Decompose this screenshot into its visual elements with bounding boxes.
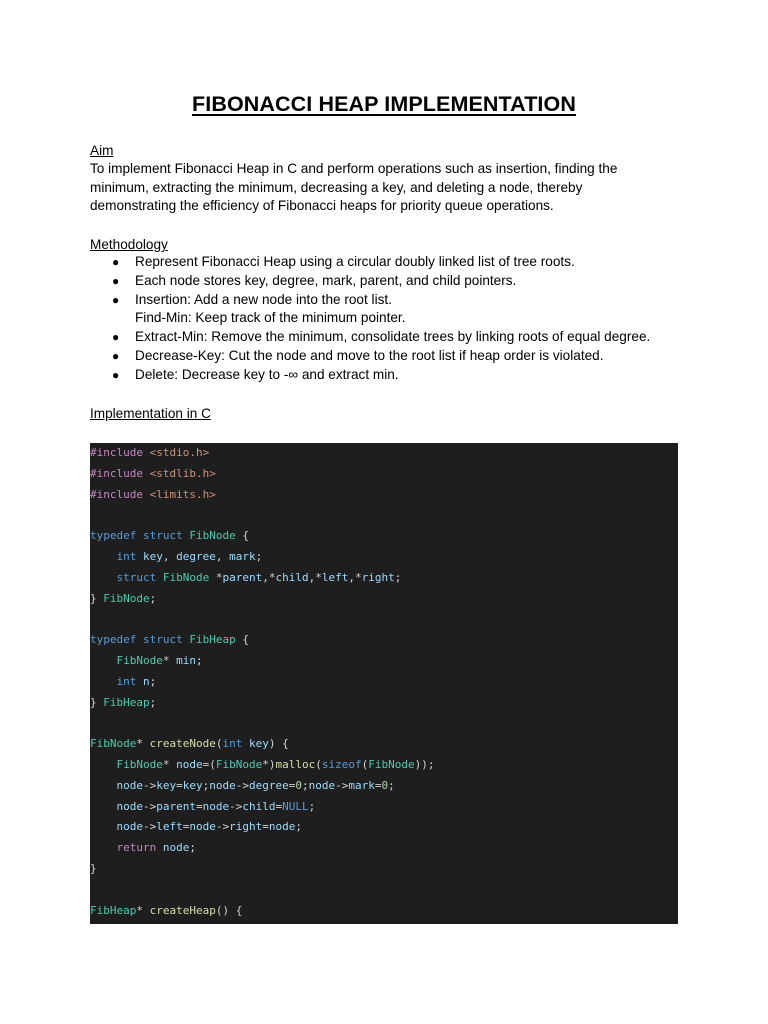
methodology-item-text: Extract-Min: Remove the minimum, consolidate trees by linking roots of equal degree. — [135, 329, 651, 345]
code-token: return — [116, 841, 163, 855]
code-token: FibHeap — [189, 633, 243, 647]
code-token — [90, 758, 117, 771]
code-token: ) { — [268, 737, 289, 751]
code-token: FibHeap — [90, 903, 137, 917]
code-token — [90, 800, 117, 813]
code-token: node — [308, 778, 336, 792]
code-line — [90, 776, 395, 797]
code-token: FibNode — [368, 758, 415, 771]
aim-heading: Aim — [90, 143, 114, 158]
code-token: child — [275, 570, 309, 584]
code-token: node — [162, 841, 190, 855]
methodology-item — [90, 347, 710, 366]
code-token: } — [90, 591, 104, 605]
code-token: , — [215, 550, 230, 563]
code-line — [90, 901, 242, 922]
code-line — [90, 693, 156, 714]
code-token: -> — [143, 820, 157, 834]
code-token: parent — [222, 570, 263, 584]
code-token: FibNode — [215, 758, 263, 771]
bullet-dot: ● — [112, 292, 120, 307]
code-token: } — [90, 862, 97, 875]
bullet-dot: ● — [112, 273, 120, 288]
code-token: FibNode — [103, 591, 150, 605]
code-token: FibNode — [90, 737, 137, 751]
code-token: FibNode — [189, 529, 243, 543]
methodology-item-text: Represent Fibonacci Heap using a circular doubly linked list of tree roots. — [135, 254, 575, 269]
code-token: ; — [308, 799, 316, 813]
code-token: -> — [143, 799, 157, 813]
code-token: = — [196, 799, 203, 813]
code-line — [90, 734, 289, 755]
code-token: ; — [149, 591, 157, 605]
code-token: n — [143, 674, 150, 688]
code-token: FibNode — [116, 654, 163, 667]
code-token: key — [143, 550, 163, 563]
code-token: * — [136, 903, 150, 917]
code-token: ( — [315, 758, 322, 771]
code-token: typedef — [90, 529, 143, 543]
code-token: malloc — [275, 758, 316, 771]
aim-paragraph — [90, 160, 690, 216]
code-token: = — [176, 778, 183, 792]
code-token: { — [242, 529, 249, 543]
code-token: ,* — [308, 570, 322, 584]
code-token: <stdio.h> — [149, 446, 210, 459]
code-token: #include — [90, 487, 150, 501]
code-token: struct — [142, 529, 190, 543]
code-line — [90, 526, 249, 547]
code-line — [90, 464, 216, 485]
methodology-item — [90, 291, 710, 310]
code-token: () { — [215, 903, 243, 917]
code-token — [90, 820, 117, 833]
code-token: -> — [215, 820, 230, 834]
code-token: * — [136, 737, 150, 751]
code-token: = — [182, 820, 190, 834]
code-token: -> — [235, 778, 249, 792]
code-line — [90, 443, 209, 464]
code-token: ; — [295, 820, 302, 834]
aim-line: demonstrating the efficiency of Fibonacci heaps for priority queue operations. — [90, 198, 554, 214]
code-line — [90, 797, 315, 818]
code-token: * — [162, 758, 177, 771]
methodology-item — [90, 328, 710, 347]
methodology-item-text: Delete: Decrease key to -∞ and extract min. — [135, 366, 399, 382]
code-token: } — [90, 695, 104, 709]
methodology-item-text: Find-Min: Keep track of the minimum pointer. — [135, 310, 406, 326]
methodology-heading: Methodology — [90, 237, 168, 252]
code-token: sizeof — [321, 758, 362, 771]
code-token: node — [202, 799, 230, 813]
code-token: degree — [249, 778, 289, 792]
code-token: =( — [202, 758, 216, 771]
code-token: ; — [388, 778, 395, 792]
code-token: int — [116, 674, 143, 688]
bullet-dot: ● — [112, 255, 120, 269]
code-line — [90, 755, 434, 776]
code-token: #include — [90, 466, 150, 480]
code-token: #include — [90, 446, 150, 459]
code-token: = — [262, 820, 269, 834]
code-token: createHeap — [149, 903, 216, 917]
code-token: parent — [156, 799, 196, 813]
code-token: node — [116, 778, 143, 792]
code-token: int — [116, 550, 143, 563]
code-token: )); — [414, 758, 435, 771]
code-token: ; — [149, 695, 157, 709]
code-token: FibHeap — [103, 695, 150, 709]
code-token: ; — [394, 570, 402, 584]
code-token: min — [176, 654, 196, 667]
methodology-item-text: Decrease-Key: Cut the node and move to the root list if heap order is violated. — [135, 347, 604, 363]
code-token: = — [374, 778, 382, 792]
implementation-heading: Implementation in C — [90, 406, 211, 421]
code-token: ( — [361, 758, 369, 771]
code-token: * — [215, 570, 223, 584]
methodology-list — [90, 253, 710, 385]
code-token: node — [116, 820, 143, 834]
code-line — [90, 838, 196, 859]
code-token: FibNode — [162, 570, 216, 584]
code-token: -> — [335, 778, 349, 792]
bullet-dot: ● — [112, 330, 120, 345]
code-token: <limits.h> — [149, 487, 216, 501]
code-token: = — [288, 778, 296, 792]
code-token: ,* — [262, 570, 276, 584]
code-line — [90, 589, 156, 610]
code-token: node — [176, 758, 203, 771]
methodology-item — [90, 366, 710, 385]
code-token: ; — [195, 654, 203, 667]
code-token: ; — [149, 674, 157, 688]
methodology-item — [90, 309, 710, 328]
code-token: NULL — [282, 799, 309, 813]
code-line — [90, 651, 203, 672]
code-line — [90, 630, 249, 651]
code-token: left — [321, 570, 349, 584]
methodology-item-text: Insertion: Add a new node into the root list. — [135, 291, 392, 307]
bullet-dot: ● — [112, 348, 120, 363]
aim-line: To implement Fibonacci Heap in C and perform operations such as insertion, finding the — [90, 161, 618, 176]
code-line — [90, 817, 302, 838]
aim-line: minimum, extracting the minimum, decreasing a key, and deleting a node, thereby — [90, 179, 583, 195]
code-token: mark — [348, 778, 375, 792]
code-token: ,* — [348, 570, 362, 584]
code-token: , — [162, 550, 177, 563]
code-token: <stdlib.h> — [149, 466, 216, 480]
bullet-dot: ● — [112, 367, 120, 382]
code-line — [90, 568, 401, 589]
code-token: struct — [142, 633, 190, 647]
code-token: ( — [215, 737, 223, 751]
code-token: ; — [302, 778, 309, 792]
methodology-item — [90, 253, 710, 272]
code-token: = — [275, 799, 283, 813]
code-token: degree — [176, 550, 216, 563]
code-token: createNode — [149, 737, 216, 751]
code-line — [90, 485, 216, 506]
code-token: struct — [116, 570, 163, 584]
code-token: child — [242, 799, 276, 813]
code-token — [90, 675, 117, 688]
code-token — [90, 571, 117, 584]
code-token: ; — [189, 841, 196, 855]
code-token — [90, 779, 117, 792]
code-token: mark — [229, 550, 256, 563]
code-token: int — [222, 737, 249, 751]
document-title: FIBONACCI HEAP IMPLEMENTATION — [192, 92, 576, 116]
methodology-item — [90, 272, 710, 291]
code-token: right — [361, 570, 395, 584]
code-token: right — [229, 820, 263, 834]
code-token: *) — [262, 758, 276, 771]
code-line — [90, 547, 262, 568]
code-token: 0 — [381, 778, 389, 792]
code-token: ; — [255, 550, 263, 563]
code-token: key — [248, 737, 269, 751]
code-token: node — [268, 820, 296, 834]
code-token: key — [156, 778, 177, 792]
code-token: { — [242, 633, 249, 647]
code-token: node — [209, 778, 236, 792]
code-token: -> — [229, 799, 243, 813]
code-token: * — [162, 654, 177, 667]
code-token — [90, 654, 117, 667]
code-line — [90, 859, 97, 880]
methodology-item-text: Each node stores key, degree, mark, parent, and child pointers. — [135, 272, 517, 288]
code-line — [90, 672, 156, 693]
code-token: 0 — [295, 778, 302, 792]
code-token: ; — [202, 778, 210, 792]
code-token: left — [156, 820, 183, 834]
code-token: node — [189, 820, 216, 834]
code-token: node — [116, 799, 143, 813]
code-token: -> — [143, 778, 157, 792]
code-token: FibNode — [116, 758, 163, 771]
code-token: typedef — [90, 633, 143, 647]
code-token: key — [182, 778, 203, 792]
code-token — [90, 550, 117, 563]
code-token — [90, 841, 117, 854]
code-block — [90, 443, 678, 924]
